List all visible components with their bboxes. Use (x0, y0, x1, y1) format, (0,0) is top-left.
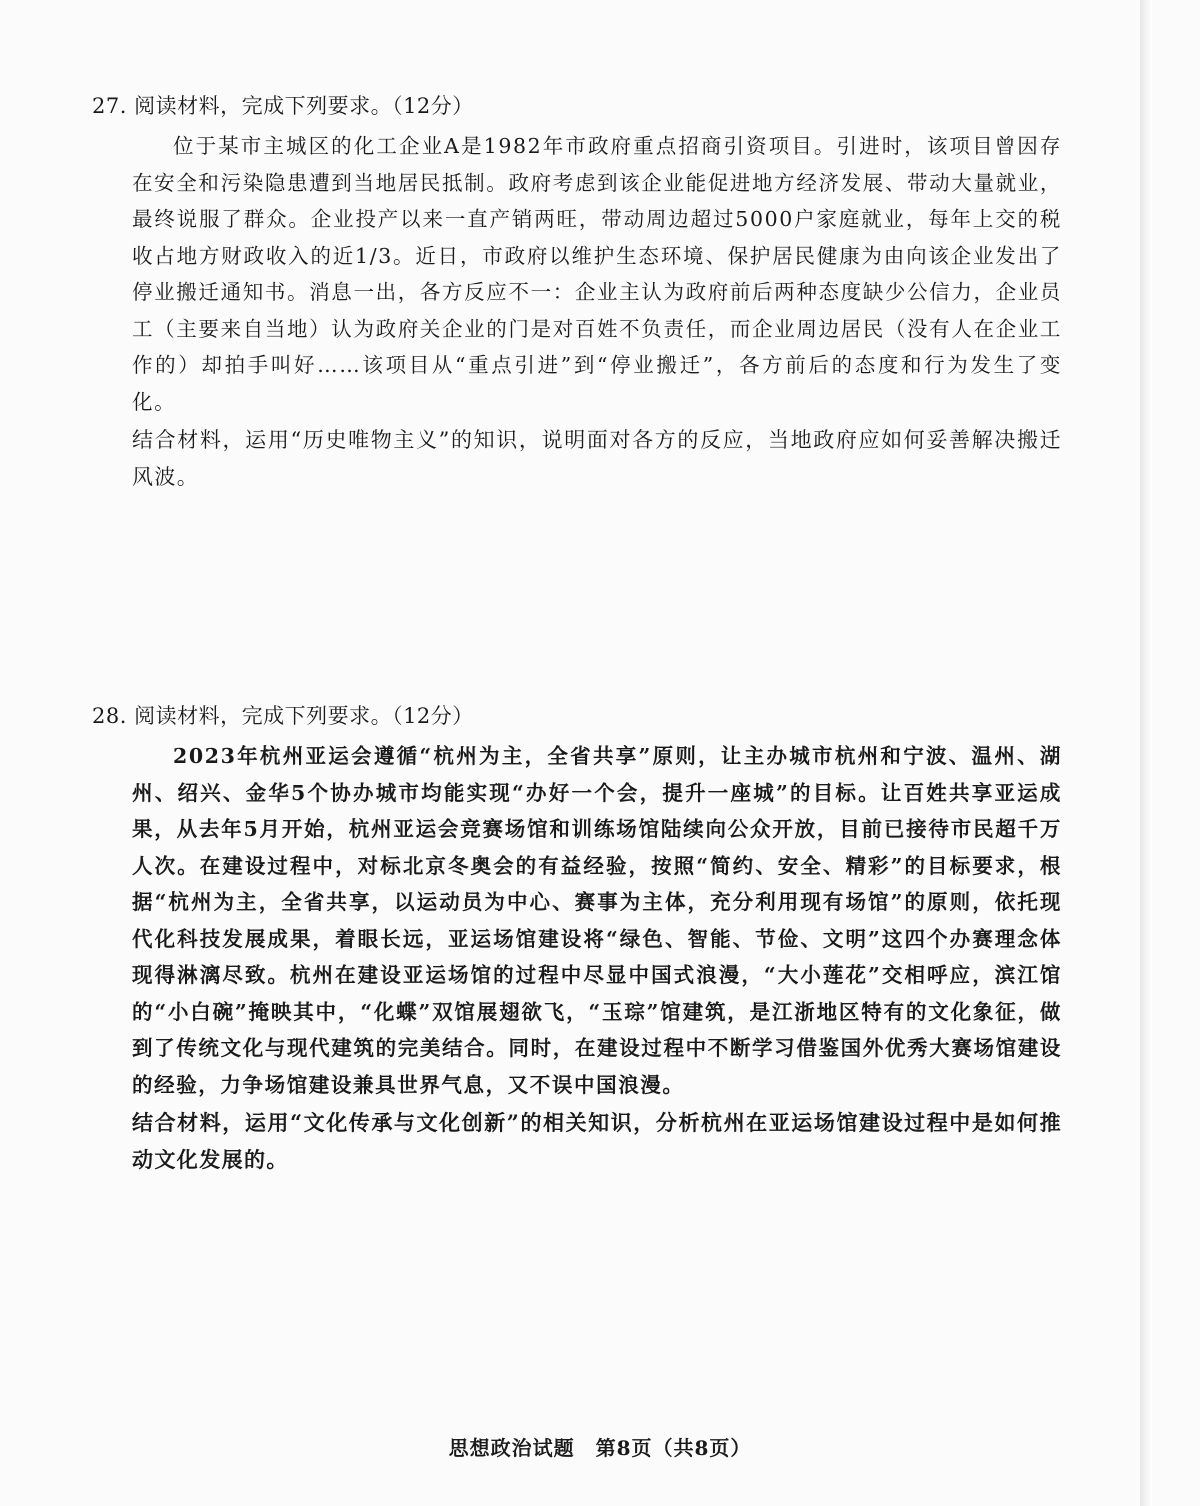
question-28-title: 28. 阅读材料，完成下列要求。（12分） (92, 704, 474, 728)
question-27-material: 位于某市主城区的化工企业A是1982年市政府重点招商引资项目。引进时，该项目曾因存在安全和污染隐患遭到当地居民抵制。政府考虑到该企业能促进地方经济发展、带动大量就业，最终说服了群众。企业投产以来一直产销两旺，带动周边超过5000户家庭就业，每年上交的税收占地方财政收入的近1/3。近日，市政府以维护生态环境、保护居民健康为由向该企业发出了停业搬迁通知书。消息一出，各方反应不一：企业主认为政府前后两种态度缺少公信力，企业员工（主要来自当地）认为政府关企业的门是对百姓不负责任，而企业周边居民（没有人在企业工作的）却拍手叫好……该项目从“重点引进”到“停业搬迁”，各方前后的态度和行为发生了变化。 (132, 134, 1062, 414)
page-footer: 思想政治试题 第8页（共8页） (448, 1436, 752, 1460)
scan-edge-shadow (1140, 0, 1152, 1506)
question-28-material: 2023年杭州亚运会遵循“杭州为主，全省共享”原则，让主办城市杭州和宁波、温州、湖州、绍兴、金华5个协办城市均能实现“办好一个会，提升一座城”的目标。让百姓共享亚运成果，从去年5月开始，杭州亚运会竞赛场馆和训练场馆陆续向公众开放，目前已接待市民超千万人次。在建设过程中，对标北京冬奥会的有益经验，按照“简约、安全、精彩”的目标要求，根据“杭州为主，全省共享，以运动员为中心、赛事为主体，充分利用现有场馆”的原则，依托现代化科技发展成果，着眼长远，亚运场馆建设将“绿色、智能、节俭、文明”这四个办赛理念体现得淋漓尽致。杭州在建设亚运场馆的过程中尽显中国式浪漫，“大小莲花”交相呼应，滨江馆的“小白碗”掩映其中，“化蝶”双馆展翅欲飞，“玉琮”馆建筑，是江浙地区特有的文化象征，做到了传统文化与现代建筑的完美结合。同时，在建设过程中不断学习借鉴国外优秀大赛场馆建设的经验，力争场馆建设兼具世界气息，又不误中国浪漫。 (132, 744, 1062, 1097)
question-27 (92, 88, 1062, 495)
question-27-title: 27. 阅读材料，完成下列要求。（12分） (92, 94, 474, 118)
question-28-task: 结合材料，运用“文化传承与文化创新”的相关知识，分析杭州在亚运场馆建设过程中是如何推动文化发展的。 (132, 1110, 1062, 1172)
question-27-task: 结合材料，运用“历史唯物主义”的知识，说明面对各方的反应，当地政府应如何妥善解决搬迁风波。 (132, 428, 1062, 489)
question-28 (92, 698, 1062, 1178)
